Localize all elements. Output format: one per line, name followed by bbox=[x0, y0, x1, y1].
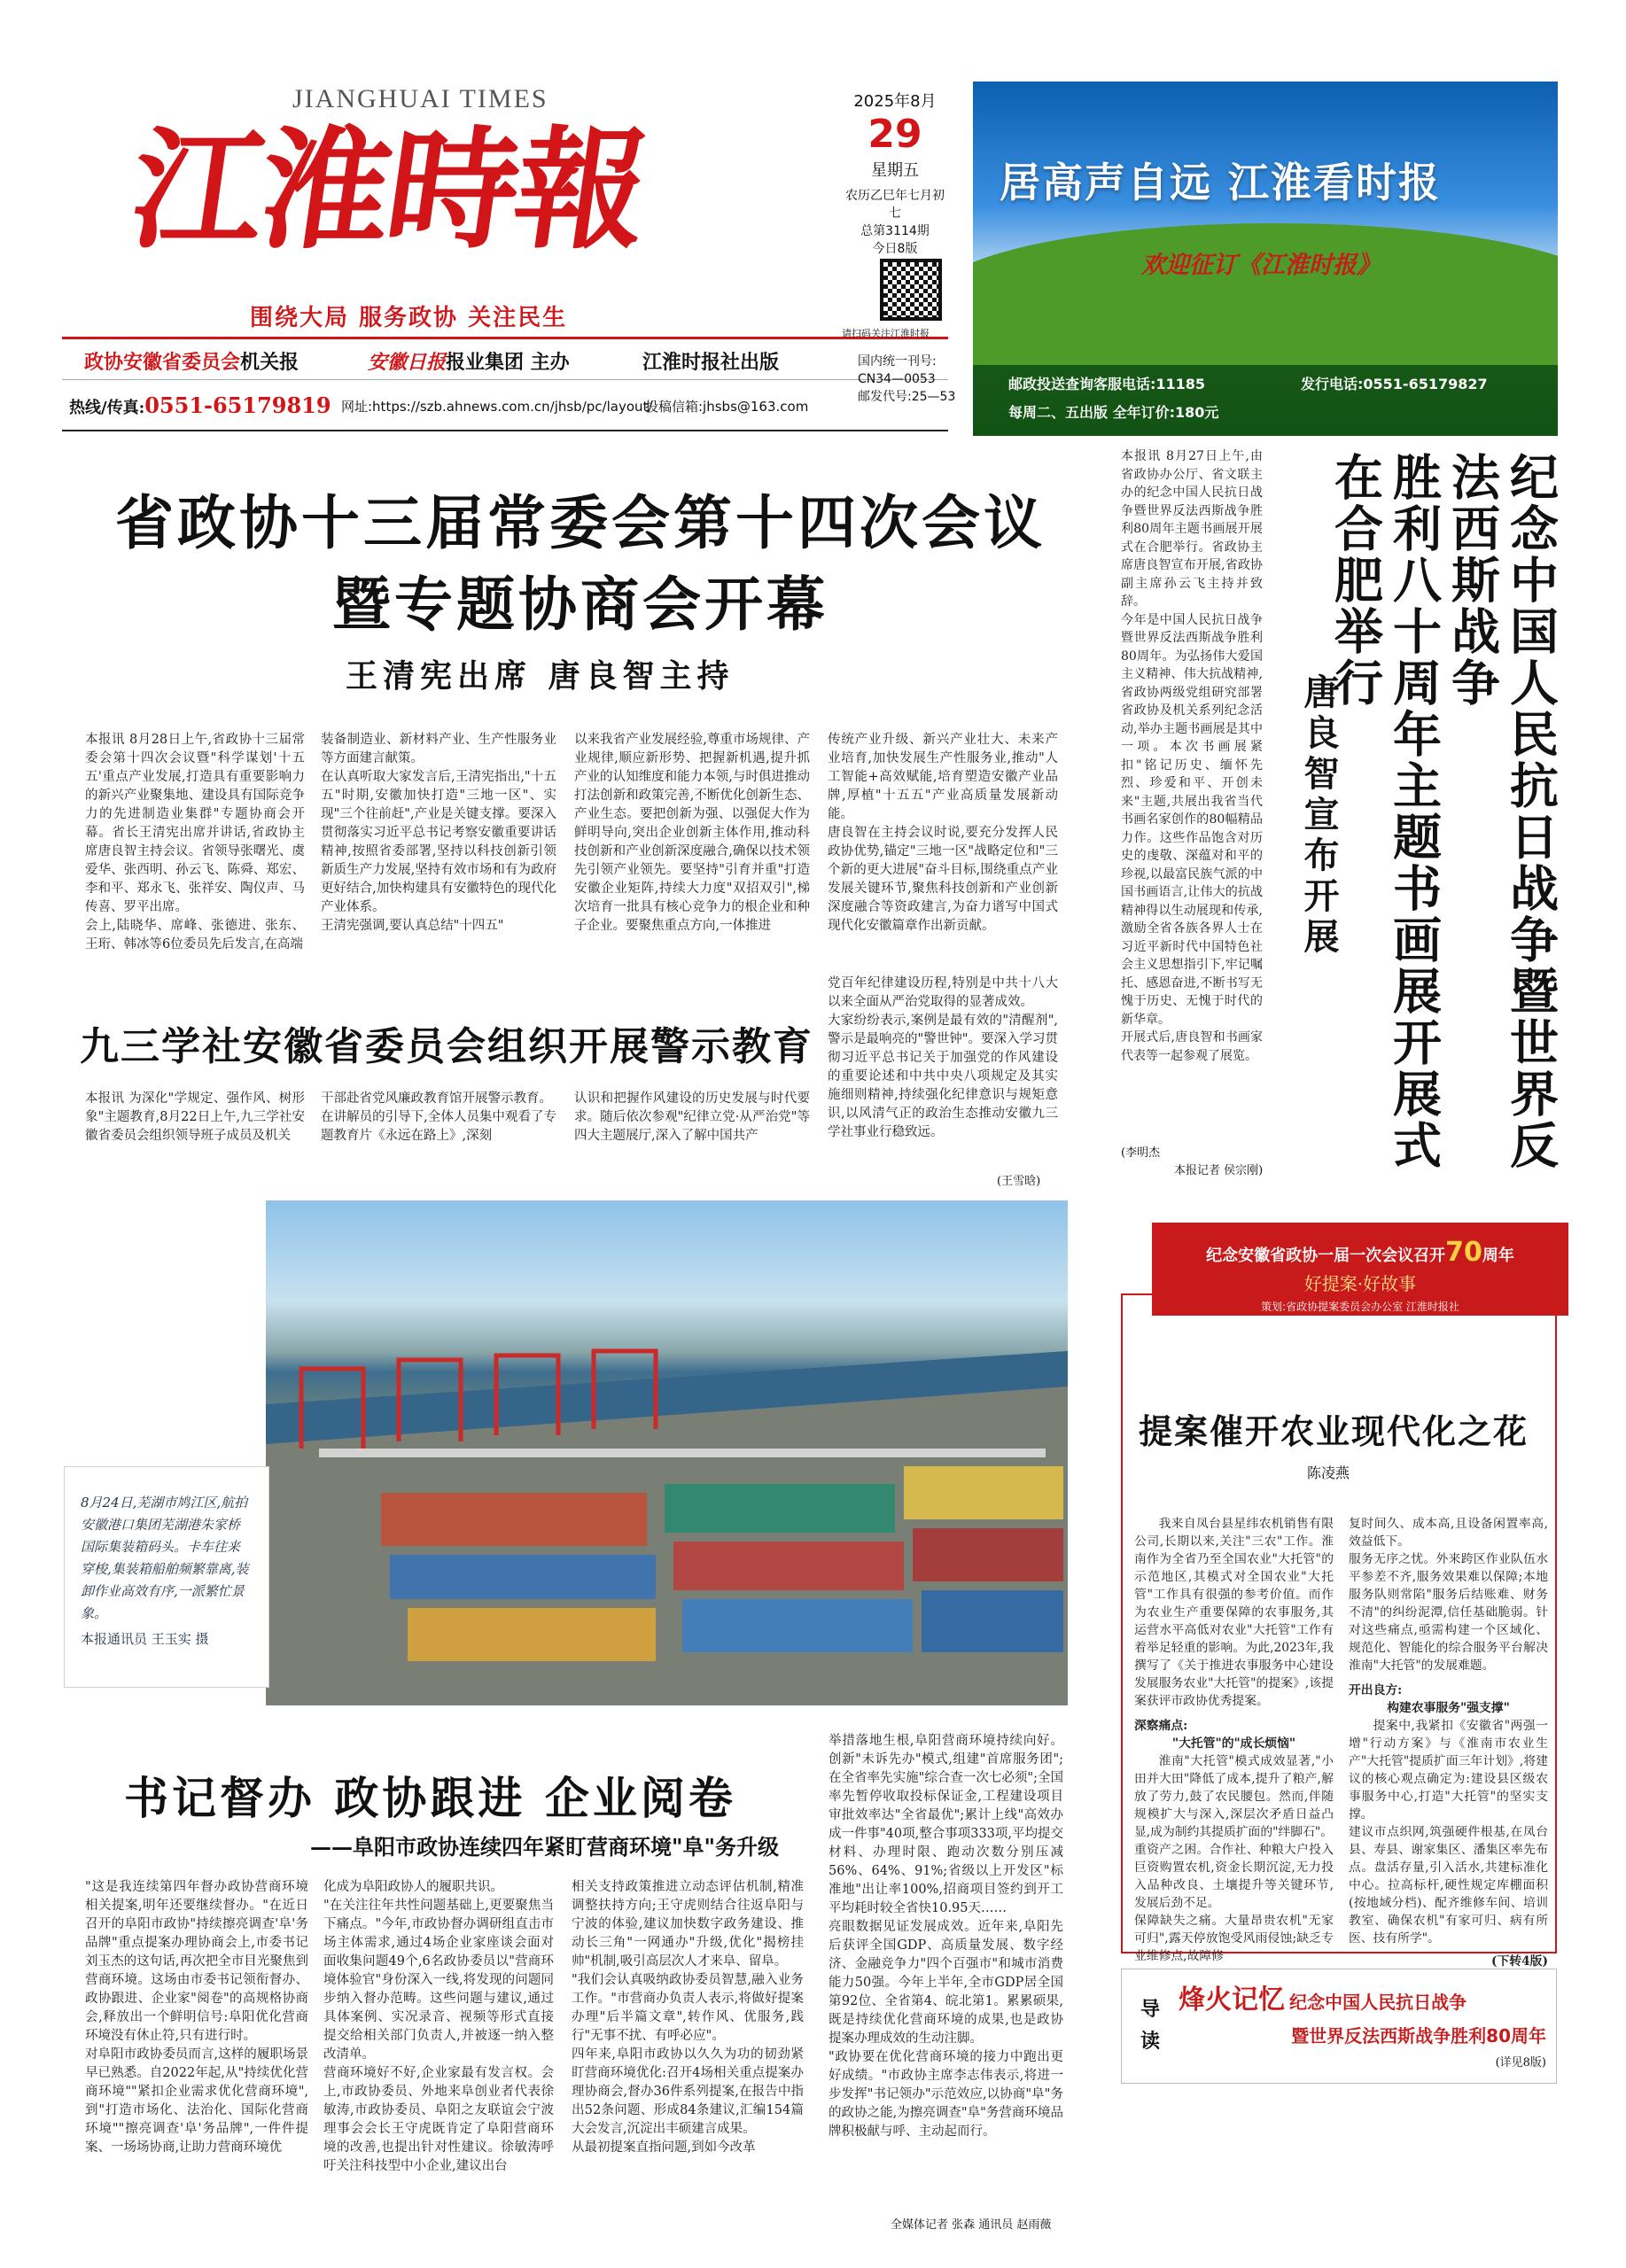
cn-code: CN34—0053 bbox=[858, 372, 936, 386]
masthead-english: JIANGHUAI TIMES bbox=[292, 84, 548, 113]
proposal-column-2 bbox=[1349, 1515, 1548, 1970]
fuyang-column-1: "这是我连续第四年督办政协营商环境相关提案,明年还要继续督办。"在近日召开的阜阳市政协"持续擦亮调查'阜'务品牌"重点提案办理协商会上,市委书记刘玉杰的这句话,再次把全市目光聚焦到营商环境。这场由市委书记领衔督办、政协跟进、企业家"阅卷"的高规格协商会,释放出一个鲜明信号:阜阳优化营商环境没有休止符,只有进行时。 对阜阳市政协委员而言,这样的履职场景早已熟悉。自2022年起,从"持续优化营商环境""紧扣企业需求优化营商环境",到"打造市场化、法治化、国际化营商环境""擦亮调查'阜'务品牌",一件件提案、一场场协商,让助力营商环境优 bbox=[85, 1880, 308, 2155]
lead-column-2: 装备制造业、新材料产业、生产性服务业等方面建言献策。 在认真听取大家发言后,王清宪指出,"十五五"时期,安徽加快打造"三地一区"、实现"三个往前赶",产业是关键支撑。要深入贯彻落实习近平总书记考察安徽重要讲话精神,按照省委部署,坚持以科技创新引领新质生产力发展,坚持有效市场和有为政府更好结合,加快构建具有安徽特色的现代化产业体系。 王清宪强调,要认真总结"十四五" bbox=[321, 733, 556, 933]
jiusan-headline[interactable]: 九三学社安徽省委员会组织开展警示教育 bbox=[80, 1024, 813, 1069]
proposal-solution: 提案中,我紧扣《安徽省"两强一增"行动方案》与《淮南市农业生产"大托管"提质扩面三年计划》,将建议的核心观点确定为:建设县区级农事服务中心,打造"大托管"的坚实支撑。 建议市点织网,筑强硬件根基,在凤台县、寿县、谢家集区、潘集区率先布点。盘活存量,引入活水,共建标准化中心。拉高标杆,硬性规定库棚面积(按地域分档)、配齐维修车间、培训教室、确保农机"有家可归、病有所医、技有所学"。 bbox=[1349, 1719, 1548, 1946]
website[interactable]: 网址:https://szb.ahnews.com.cn/jhsb/pc/layout/ bbox=[341, 399, 653, 415]
guide-subtitle-2: 暨世界反法西斯战争胜利80周年 bbox=[1291, 2025, 1546, 2047]
guide-title: 烽火记忆 bbox=[1179, 1984, 1285, 2016]
date-day: 29 bbox=[867, 112, 922, 157]
banner-credit: 策划:省政协提案委员会办公室 江淮时报社 bbox=[1261, 1301, 1459, 1313]
subscription-ad[interactable] bbox=[973, 82, 1558, 436]
fuyang-author: 全媒体记者 张森 通讯员 赵雨薇 bbox=[891, 2218, 1052, 2232]
jiusan-column-1: 本报讯 为深化"学规定、强作风、树形象"主题教育,8月22日上午,九三学社安徽省委员会组织领导班子成员及机关 bbox=[85, 1091, 305, 1143]
lead-column-1: 本报讯 8月28日上午,省政协十三届常委会第十四次会议暨"科学谋划'十五五'重点产业发展,打造具有重要影响力的新兴产业聚集地、建设具有国际竞争力的先进制造业集群"专题协商会开幕。省长王清宪出席并讲话,省政协主席唐良智主持会议。省领导张曙光、虞爱华、张西明、孙云飞、陈舜、郑宏、李和平、郑永飞、张祥安、陶仪声、马传喜、罗平出席。 会上,陆晓华、席峰、张德进、张东、王珩、韩冰等6位委员先后发言,在高端 bbox=[85, 733, 305, 951]
ad-title: 居高声自远 江淮看时报 bbox=[1000, 159, 1442, 206]
header-bottom-rule bbox=[62, 430, 948, 431]
hotline bbox=[69, 392, 331, 418]
guide-subtitle-1: 纪念中国人民抗日战争 bbox=[1289, 1992, 1467, 2013]
lead-column-4: 传统产业升级、新兴产业壮大、未来产业培育,加快发展生产性服务业,推动"人工智能+高效赋能,培育塑造安徽产业品牌,厚植"十五五"产业高质量发展新动能。 唐良智在主持会议时说,要充分发挥人民政协优势,锚定"三地一区"战略定位和"三个新的更大进展"奋斗目标,围绕重点产业发展关键环节,聚焦科技创新和产业创新深度融合等资政建言,为奋力谱写中国式现代化安徽篇章作出新贡献。 bbox=[828, 733, 1058, 933]
proposal-intro: 我来自凤台县星纬农机销售有限公司,长期以来,关注"三农"工作。淮南作为全省乃至全国农业"大托管"的示范地区,其模式对全国农业"大托管"工作具有很强的参考价值。而作为农业生产重要保障的农事服务,其运营水平高低对农业"大托管"工作有着举足轻重的影响。为此,2023年,我撰写了《关于推进农事服务中心建设发展服务农业"大托管"的提案》,该提案获评市政协优秀提案。 bbox=[1134, 1517, 1334, 1708]
ad-price: 每周二、五出版 全年订价:180元 bbox=[1008, 404, 1219, 421]
lead-headline[interactable] bbox=[80, 483, 1081, 646]
proposal-heading-1: 深察痛点: bbox=[1134, 1719, 1188, 1733]
proposal-heading-2: 开出良方: bbox=[1349, 1683, 1403, 1697]
memorial-author: (李明杰 bbox=[1121, 1146, 1161, 1160]
guide-label: 导读 bbox=[1140, 1998, 1160, 2053]
photo-caption bbox=[64, 1466, 269, 1688]
continued-note[interactable]: (下转4版) bbox=[1490, 1954, 1548, 1969]
qr-caption: 请扫码关注江淮时报 bbox=[842, 328, 930, 339]
photo-credit: 本报通讯员 王玉实 摄 bbox=[81, 1631, 209, 1647]
page-count: 今日8版 bbox=[872, 242, 918, 256]
post-code: 25—53 bbox=[911, 390, 956, 404]
memorial-subtitle: 唐良智宣布开展 bbox=[1298, 673, 1340, 959]
photo-caption-text: 8月24日,芜湖市鸠江区,航拍安徽港口集团芜湖港朱家桥国际集装箱码头。卡车往来穿梭,集装箱船舶频繁靠离,装卸作业高效有序,一派繁忙景象。 bbox=[81, 1495, 249, 1621]
ad-hill-graphic bbox=[973, 223, 1558, 365]
proposal-headline[interactable]: 提案催开农业现代化之花 bbox=[1139, 1412, 1529, 1451]
ad-service-phone: 邮政投送查询客服电话:11185 bbox=[1008, 376, 1206, 392]
proposal-problems: 复时间久、成本高,且设备闲置率高,效益低下。 服务无序之忧。外来跨区作业队伍水平参差不齐,服务效果难以保障;本地服务队则常陷"服务后结账难、财务不清"的纠纷泥潭,信任基础脆弱。针对这些痛点,亟需构建一个区域化、规范化、智能化的综合服务平台解决淮南"大托管"的发展难题。 bbox=[1349, 1517, 1548, 1673]
jiusan-author: (王雪晗) bbox=[997, 1175, 1041, 1188]
cn-label: 国内统一刊号: bbox=[858, 354, 937, 369]
issue-number: 总第3114期 bbox=[860, 224, 930, 238]
guide-page-ref: (详见8版) bbox=[1495, 2056, 1546, 2070]
email[interactable]: 投稿信箱:jhsbs@163.com bbox=[645, 399, 809, 415]
guide-entry[interactable] bbox=[1179, 1977, 1546, 2070]
column-banner bbox=[1152, 1223, 1568, 1316]
date-lunar: 农历乙巳年七月初七 bbox=[845, 189, 945, 221]
qr-code-icon[interactable] bbox=[880, 259, 942, 321]
fuyang-column-3: 相关支持政策推进立动态评估机制,精准调整扶持方向;王守虎则结合往返阜阳与宁波的体验,建议加快数字政务建设、推动长三角"一网通办"升级,优化"揭榜挂帅"机制,吸引高层次人才来阜、留阜。 "我们会认真吸纳政协委员智慧,融入业务工作。"市营商办负责人表示,将做好提案办理"后半篇文章",转作风、优服务,践行"无事不扰、有呼必应"。 四年来,阜阳市政协以久久为功的韧劲紧盯营商环境优化:召开4场相关重点提案办理协商会,督办36件系列提案,在报告中指出52条问题、形成84条建议,汇编154篇大会发言,沉淀出丰硕建言成果。 从最初提案直指问题,到如今改革 bbox=[572, 1880, 804, 2155]
lead-column-3: 以来我省产业发展经验,尊重市场规律、产业规律,顺应新形势、把握新机遇,提升抓产业的认知维度和能力本领,与时俱进推动打法创新和政策完善,不断优化创新生态、产业生态。要把创新为强、以强促大作为鲜明导向,突出企业创新主体作用,推动科技创新和产业创新深度融合,确保以技术领先引领产业领先。要坚持"引育并重"打造安徽企业矩阵,持续大力度"双招双引",梯次培育一批具有核心竞争力的根企业和种子企业。要聚焦重点方向,一体推进 bbox=[574, 733, 810, 933]
memorial-reporter: 本报记者 侯宗刚) bbox=[1174, 1164, 1264, 1177]
sponsor-org-name: 政协安徽省委员会 bbox=[84, 351, 241, 374]
date-block bbox=[842, 89, 948, 257]
publisher: 江淮时报社出版 bbox=[642, 351, 780, 374]
banner-years: 70 bbox=[1445, 1237, 1482, 1268]
banner-unit: 周年 bbox=[1482, 1247, 1514, 1265]
banner-line2: 好提案·好故事 bbox=[1303, 1273, 1417, 1294]
memorial-headline[interactable] bbox=[1326, 452, 1560, 1178]
masthead-divider-2 bbox=[62, 379, 948, 380]
memorial-body: 本报讯 8月27日上午,由省政协办公厅、省文联主办的纪念中国人民抗日战争暨世界反法西斯战争胜利80周年主题书画展开展式在合肥举行。省政协主席唐良智宣布开展,省政协副主席孙云飞主持并致辞。 今年是中国人民抗日战争暨世界反法西斯战争胜利80周年。为弘扬伟大爱国主义精神、伟大抗战精神,省政协两级党组研究部署省政协及机关系列纪念活动,举办主题书画展是其中一项。本次书画展紧扣"铭记历史、缅怀先烈、珍爱和平、开创未来"主题,共展出我省当代书画名家创作的80幅精品力作。这些作品饱含对历史的虔敬、深蕴对和平的珍视,以最富民族气派的中国书画语言,让伟大的抗战精神得以生动展现和传承,激励全省各族各界人士在习近平新时代中国特色社会主义思想指引下,牢记嘱托、感恩奋进,不断书写无愧于历史、无愧于时代的新华章。 开展式后,唐良智和书画家代表等一起参观了展览。 bbox=[1121, 449, 1263, 1063]
masthead-divider bbox=[62, 337, 948, 339]
fuyang-subtitle: ——阜阳市政协连续四年紧盯营商环境"阜"务升级 bbox=[310, 1834, 780, 1860]
fuyang-column-4: 举措落地生根,阜阳营商环境持续向好。创新"未诉先办"模式,组建"首席服务团";在全省率先实施"综合查一次七必须";全国率先暂停收取投标保证金,工程建设项目审批效率达"全省最优";累计上线"高效办成一件事"40项,整合事项333项,平均提交材料、办理时限、跑动次数分别压减56%、64%、91%;省级以上开发区"标准地"出让率100%,招商项目签约到开工平均耗时较全省快10.95天…… 亮眼数据见证发展成效。近年来,阜阳先后获评全国GDP、高质量发展、数字经济、金融竞争力"四个百强市"和城市消费能力50强。今年上半年,全市GDP居全国第92位、全省第4、皖北第1。累累硕果,既是持续优化营商环境的成果,也是政协提案办理成效的生动注脚。 "政协要在优化营商环境的接力中跑出更好成绩。"市政协主席李志伟表示,将进一步发挥"书记领办"示范效应,以协商"阜"务的政协之能,为擦亮调查"阜"务营商环境品牌积极献与呼、主动起而行。 bbox=[829, 1734, 1064, 2139]
jiusan-column-3: 认识和把握作风建设的历史发展与时代要求。随后依次参观"纪律立党·从严治党"等四大主题展厅,深入了解中国共产 bbox=[574, 1091, 810, 1143]
lead-title-line2: 暨专题协商会开幕 bbox=[332, 571, 829, 639]
memorial-title-line2: 胜利八十周年主题书画展开展式在合肥举行 bbox=[1326, 452, 1442, 1171]
banner-line1 bbox=[1152, 1223, 1568, 1268]
sponsor-org bbox=[84, 347, 299, 375]
memorial-title-line1: 纪念中国人民抗日战争暨世界反法西斯战争 bbox=[1443, 452, 1559, 1171]
fuyang-column-2: 化成为阜阳政协人的履职共识。 "在关注往年共性问题基础上,更要聚焦当下痛点。"今年,市政协督办调研组直击市场主体需求,通过4场企业家座谈会面对面收集问题49个,6名政协委员以"营商环境体验官"身份深入一线,将发现的问题同步纳入督办范畴。这些问题与建议,通过具体案例、实况录音、视频等形式直接提交给相关部门负责人,并被逐一纳入整改清单。 营商环境好不好,企业家最有发言权。会上,市政协委员、外地来阜创业者代表徐敏涛,市政协委员、阜阳之友联谊会宁波理事会会长王守虎既肯定了阜阳营商环境的改善,也提出针对性建议。徐敏涛呼吁关注科技型中小企业,建议出台 bbox=[323, 1880, 554, 2173]
jiusan-column-2: 干部赴省党风廉政教育馆开展警示教育。 在讲解员的引导下,全体人员集中观看了专题教育片《永远在路上》,深刻 bbox=[321, 1091, 556, 1143]
lead-subtitle: 王清宪出席 唐良智主持 bbox=[346, 657, 735, 695]
newspaper-logo: 江淮時報 bbox=[121, 113, 655, 267]
fuyang-headline[interactable]: 书记督办 政协跟进 企业阅卷 bbox=[124, 1773, 736, 1824]
date-year-month: 2025年8月 bbox=[853, 92, 937, 111]
masthead-slogan: 围绕大局 服务政协 关注民生 bbox=[250, 305, 568, 331]
publisher-group bbox=[368, 347, 570, 375]
port-container-graphic bbox=[266, 1200, 1068, 1705]
proposal-heading-2b: 构建农事服务"强支撑" bbox=[1387, 1701, 1510, 1715]
anhui-daily-logo: 安徽日报 bbox=[368, 351, 447, 374]
ad-distribution-phone: 发行电话:0551-65179827 bbox=[1301, 376, 1488, 392]
post-label: 邮发代号: bbox=[858, 390, 912, 404]
port-aerial-photo[interactable] bbox=[266, 1200, 1068, 1705]
jiusan-column-4: 党百年纪律建设历程,特别是中共十八大以来全面从严治党取得的显著成效。 大家纷纷表示,案例是最有效的"清醒剂",警示是最响亮的"警世钟"。要深入学习贯彻习近平总书记关于加强党的作风建设的重要论述和中共中央八项规定及其实施细则精神,持续强化纪律意识与规矩意识,以风清气正的政治生态推动安徽九三学社事业行稳致远。 bbox=[828, 976, 1058, 1139]
banner-text: 纪念安徽省政协一届一次会议召开 bbox=[1206, 1247, 1446, 1265]
lead-title-line1: 省政协十三届常委会第十四次会议 bbox=[115, 489, 1046, 557]
ad-subtitle: 欢迎征订《江淮时报》 bbox=[1141, 252, 1381, 279]
proposal-author: 陈凌燕 bbox=[1307, 1464, 1350, 1481]
proposal-pain-points: 淮南"大托管"模式成效显著,"小田并大田"降低了成本,提升了粮产,解放了劳力,鼓了农民腰包。然而,伴随规模扩大与深入,深层次矛盾日益凸显,成为制约其提质扩面的"绊脚石"。 重资产之困。合作社、种粮大户投入巨资购置农机,资金长期沉淀,无力投入品种改良、土壤提升等关键环节,发展后劲不足。 保障缺失之痛。大量昂贵农机"无家可归",露天停放饱受风雨侵蚀;缺乏专业维修点,故障修 bbox=[1134, 1754, 1334, 1963]
proposal-column-1 bbox=[1134, 1515, 1334, 1965]
proposal-heading-1b: "大托管"的"成长烦恼" bbox=[1171, 1736, 1296, 1751]
publication-codes bbox=[858, 353, 955, 406]
sponsor-org-type: 机关报 bbox=[240, 351, 300, 374]
date-weekday: 星期五 bbox=[871, 161, 919, 180]
publisher-group-label: 报业集团 主办 bbox=[446, 351, 570, 374]
hotline-label: 热线/传真: bbox=[69, 399, 145, 417]
hotline-number: 0551-65179819 bbox=[144, 392, 331, 418]
